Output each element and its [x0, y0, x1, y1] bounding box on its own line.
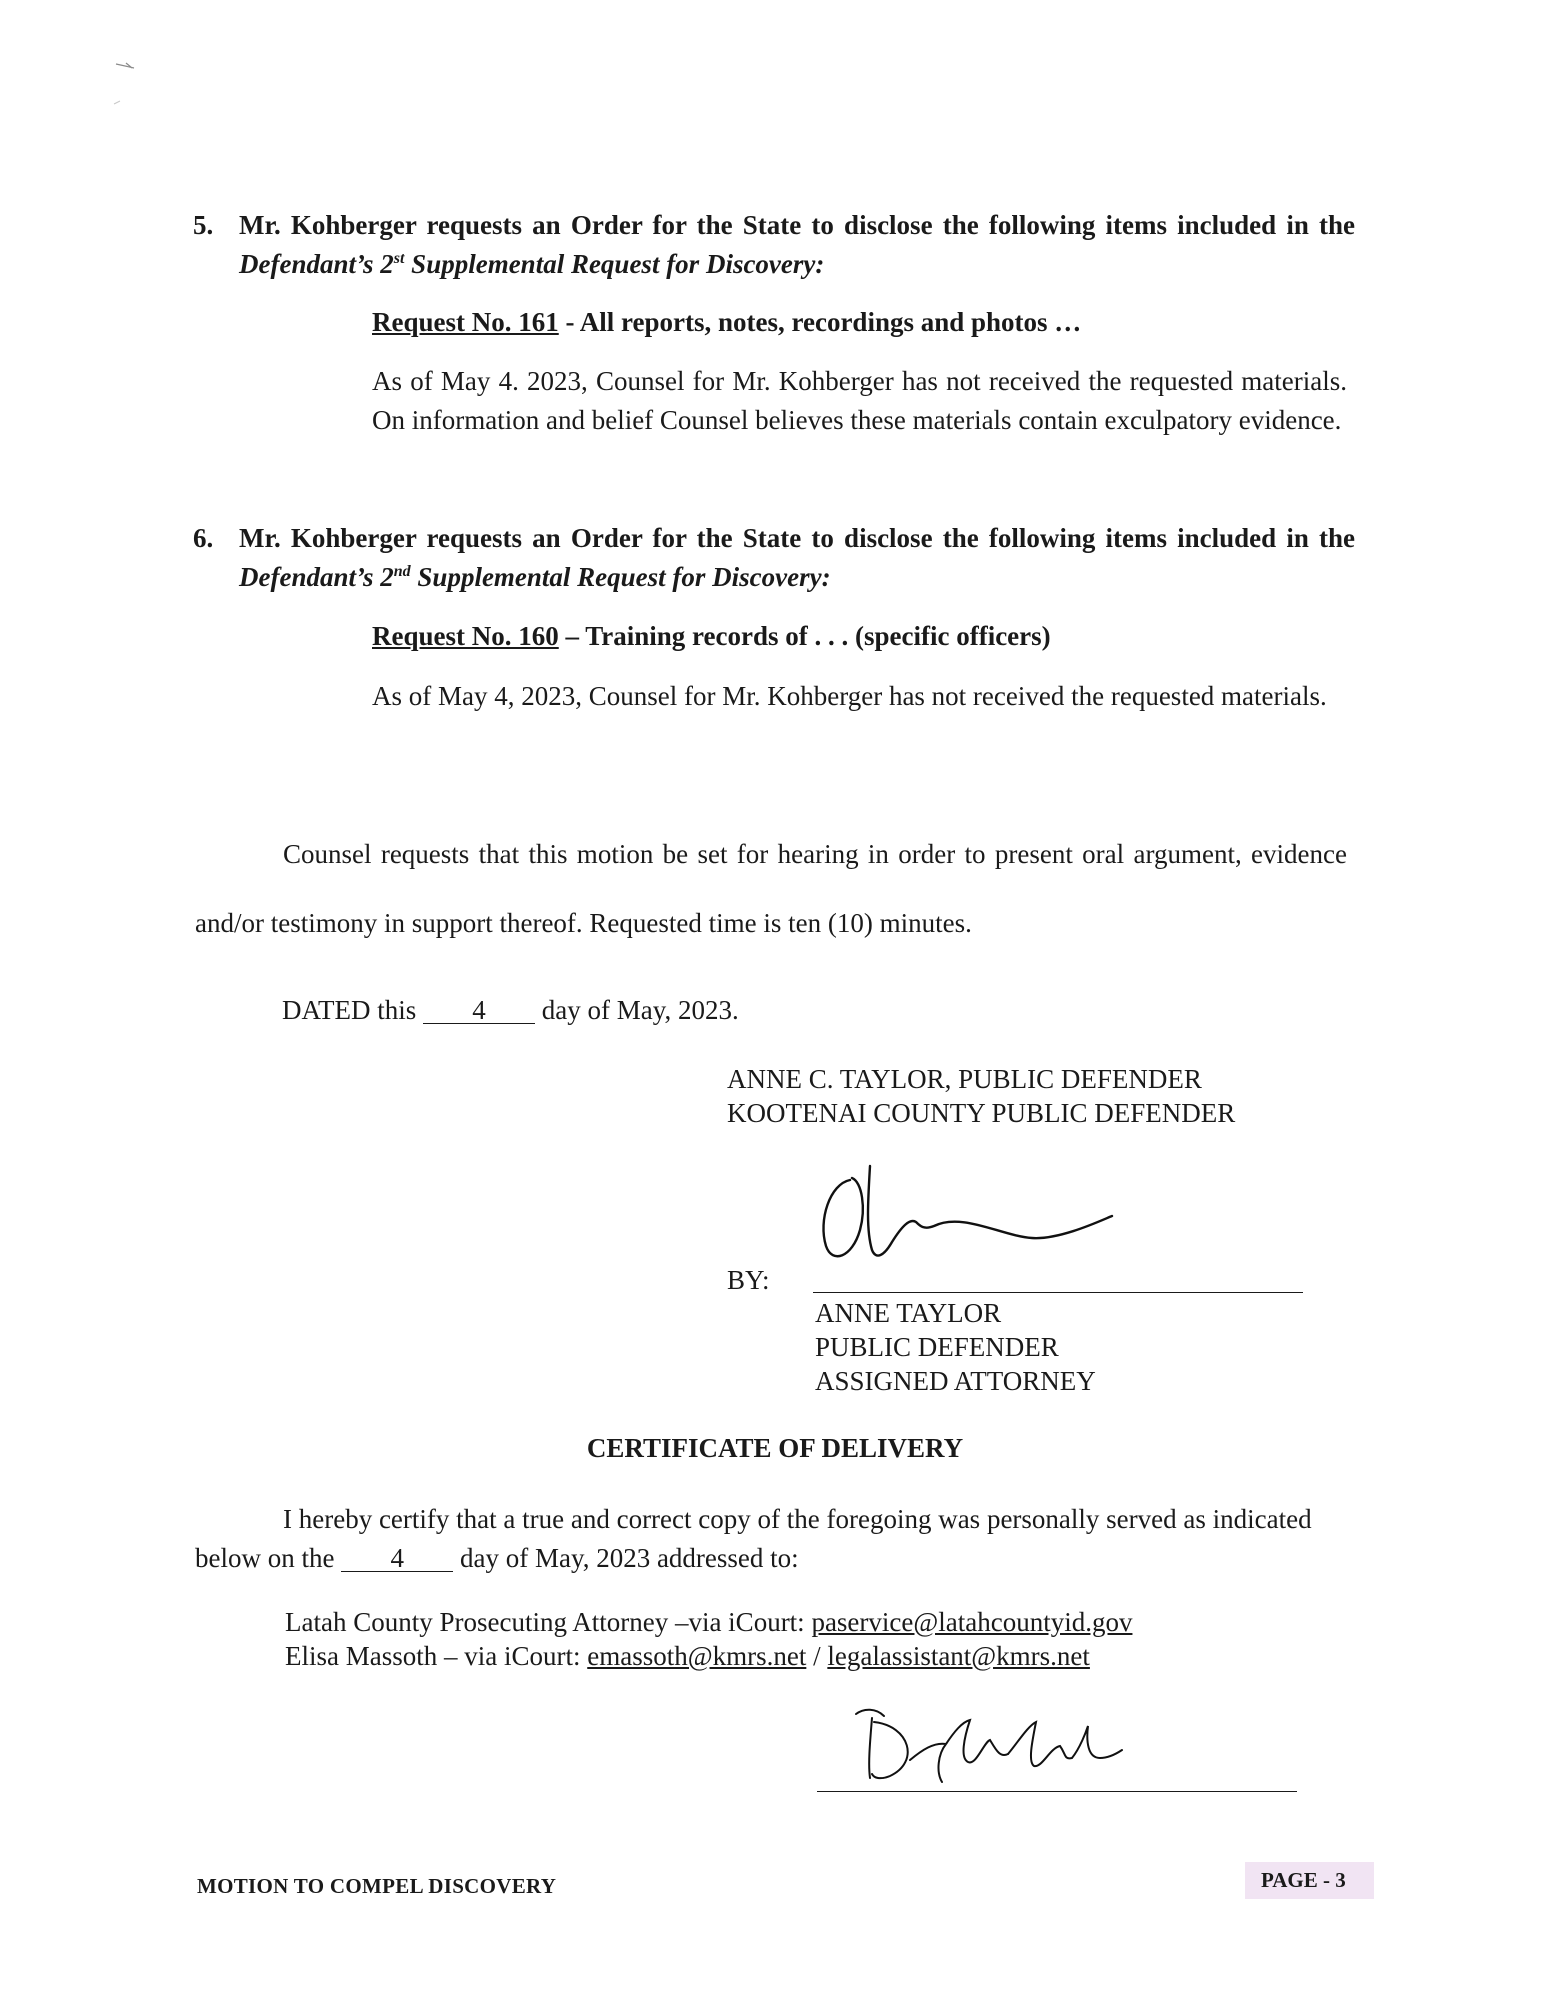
dated-day-blank: 4	[423, 997, 535, 1024]
request-label: Request No. 161	[372, 307, 559, 337]
attorney-signature	[812, 1160, 1122, 1270]
footer-document-title: MOTION TO COMPEL DISCOVERY	[197, 1874, 557, 1898]
request-item-5	[195, 206, 1355, 284]
request-status-paragraph: As of May 4. 2023, Counsel for Mr. Kohberger has not received the requested materials. On information and belief Counsel believes these materials contain exculpatory evidence.	[372, 366, 1347, 435]
recipient-massoth: Elisa Massoth – via iCourt: emassoth@kmrs.net / legalassistant@kmrs.net	[285, 1641, 1090, 1671]
hearing-request-paragraph: Counsel requests that this motion be set for hearing in order to present oral argument, evidence and/or testimony in support thereof. Requested time is ten (10) minutes.	[195, 839, 1347, 938]
email-link[interactable]: legalassistant@kmrs.net	[827, 1641, 1090, 1671]
recipient-list	[285, 1605, 1132, 1673]
item-number: 6.	[193, 523, 214, 553]
defender-line-2: KOOTENAI COUNTY PUBLIC DEFENDER	[727, 1098, 1236, 1128]
item-number: 5.	[193, 210, 214, 240]
by-label: BY:	[727, 1265, 770, 1295]
request-description: - All reports, notes, recordings and photos …	[558, 307, 1082, 337]
attorney-name: ANNE TAYLOR	[815, 1298, 1002, 1328]
request-status-paragraph: As of May 4, 2023, Counsel for Mr. Kohberger has not received the requested materials.	[372, 681, 1327, 711]
certificate-title: CERTIFICATE OF DELIVERY	[586, 1433, 964, 1463]
certificate-day-blank: 4	[341, 1545, 453, 1572]
email-link[interactable]: paservice@latahcountyid.gov	[811, 1607, 1133, 1637]
item-heading: Mr. Kohberger requests an Order for the State to disclose the following items included in the Defendant’s 2nd Supplemental Request for Discovery:	[239, 523, 1355, 592]
request-label: Request No. 160	[372, 621, 559, 651]
attorney-title: PUBLIC DEFENDER	[815, 1332, 1059, 1362]
scan-artifact	[112, 58, 152, 118]
dated-line: DATED this 4 day of May, 2023.	[282, 995, 739, 1025]
request-line-161	[372, 307, 1081, 338]
email-link[interactable]: emassoth@kmrs.net	[587, 1641, 807, 1671]
page-number-label: PAGE - 3	[1245, 1862, 1374, 1899]
assigned-attorney-block	[815, 1296, 1096, 1398]
certificate-paragraph: I hereby certify that a true and correct copy of the foregoing was personally served as indicated below on the 4 day of May, 2023 addressed to:	[195, 1504, 1312, 1573]
signature-block-header	[727, 1062, 1235, 1130]
certificate-signature-line	[817, 1791, 1297, 1792]
defender-line-1: ANNE C. TAYLOR, PUBLIC DEFENDER	[727, 1064, 1202, 1094]
recipient-prosecutor: Latah County Prosecuting Attorney –via iCourt: paservice@latahcountyid.gov	[285, 1607, 1133, 1637]
item-heading: Mr. Kohberger requests an Order for the State to disclose the following items included in the Defendant’s 2st Supplemental Request for Discovery:	[239, 210, 1355, 279]
signature-line	[813, 1292, 1303, 1293]
request-line-160	[372, 621, 1051, 652]
delivery-signature	[850, 1702, 1130, 1792]
request-description: – Training records of . . . (specific officers)	[558, 621, 1051, 651]
attorney-role: ASSIGNED ATTORNEY	[815, 1366, 1096, 1396]
request-item-6	[195, 519, 1355, 597]
